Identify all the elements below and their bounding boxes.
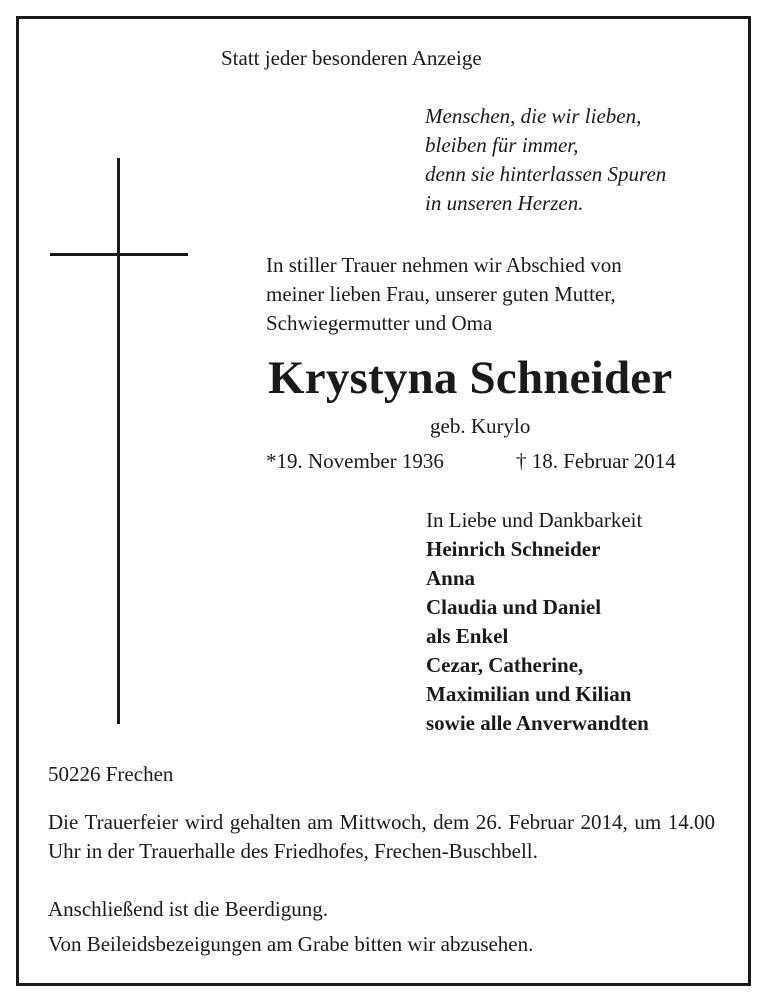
mourner-name: Heinrich Schneider	[426, 537, 601, 561]
intro-line: meiner lieben Frau, unserer guten Mutter,	[266, 282, 616, 306]
cross-icon	[117, 158, 120, 724]
death-date: † 18. Februar 2014	[516, 449, 676, 473]
maiden-name: geb. Kurylo	[430, 414, 531, 438]
deceased-name: Krystyna Schneider	[268, 352, 673, 404]
birth-date: *19. November 1936	[266, 449, 444, 473]
poem-line: bleiben für immer,	[425, 133, 579, 157]
header-line: Statt jeder besonderen Anzeige	[221, 46, 482, 70]
mourner-name: Cezar, Catherine,	[426, 653, 584, 677]
funeral-service-text: Die Trauerfeier wird gehalten am Mittwoch, dem 26. Februar 2014, um 14.00 Uhr in der Trauerhalle des Friedhofes, Frechen-Buschbell.	[48, 810, 715, 863]
city-line: 50226 Frechen	[48, 762, 174, 786]
mourner-name: Anna	[426, 566, 476, 590]
poem-line: in unseren Herzen.	[425, 191, 584, 215]
mourners-intro: In Liebe und Dankbarkeit	[426, 508, 643, 532]
cross-icon-bar	[50, 253, 188, 256]
mourner-name: als Enkel	[426, 624, 509, 648]
memorial-poem	[425, 102, 666, 218]
mourner-name: sowie alle Anverwandten	[426, 711, 649, 735]
mourners-list	[426, 506, 649, 738]
intro-line: In stiller Trauer nehmen wir Abschied von	[266, 253, 622, 277]
poem-line: denn sie hinterlassen Spuren	[425, 162, 667, 186]
burial-text: Anschließend ist die Beerdigung.	[48, 897, 328, 921]
mourner-name: Claudia und Daniel	[426, 595, 602, 619]
poem-line: Menschen, die wir lieben,	[425, 104, 642, 128]
intro-text	[266, 251, 622, 338]
condolences-text: Von Beileidsbezeigungen am Grabe bitten wir abzusehen.	[48, 932, 534, 956]
intro-line: Schwiegermutter und Oma	[266, 311, 493, 335]
mourner-name: Maximilian und Kilian	[426, 682, 632, 706]
